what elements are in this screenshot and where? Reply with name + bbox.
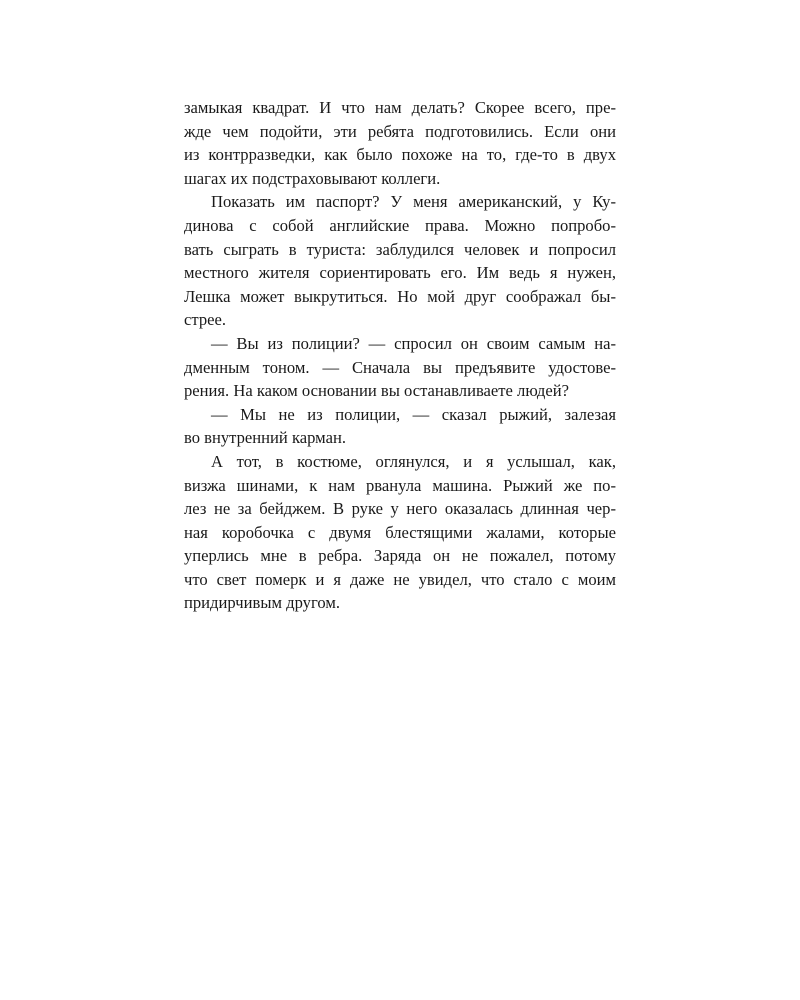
text-line: жде чем подойти, эти ребята подготовились. Если они xyxy=(184,121,616,141)
text-line: Лешка может выкрутиться. Но мой друг соображал бы- xyxy=(184,286,616,306)
text-line: шагах их подстраховывают коллеги. xyxy=(184,168,441,188)
text-line: придирчивым другом. xyxy=(184,593,340,613)
text-line: дменным тоном. — Сначала вы предъявите удостове- xyxy=(184,357,616,377)
text-line: замыкая квадрат. И что нам делать? Скорее всего, пре- xyxy=(184,98,616,117)
text-line: — Мы не из полиции, — сказал рыжий, залезая xyxy=(211,404,616,424)
text-line: Показать им паспорт? У меня американский, у Ку- xyxy=(211,192,616,212)
text-line: вать сыграть в туриста: заблудился человек и попросил xyxy=(184,239,616,259)
text-line: динова с собой английские права. Можно попробо- xyxy=(184,215,616,235)
text-line: ная коробочка с двумя блестящими жалами, которые xyxy=(184,522,616,542)
body-text xyxy=(184,96,616,615)
text-line: из контрразведки, как было похоже на то, где-то в двух xyxy=(184,145,616,165)
text-line: уперлись мне в ребра. Заряда он не пожалел, потому xyxy=(184,546,616,566)
text-line: что свет померк и я даже не увидел, что стало с моим xyxy=(184,569,616,589)
text-line: рения. На каком основании вы останавливаете людей? xyxy=(184,381,569,401)
text-line: стрее. xyxy=(184,310,226,330)
text-line: лез не за бейджем. В руке у него оказалась длинная чер- xyxy=(184,499,616,519)
text-line: визжа шинами, к нам рванула машина. Рыжий же по- xyxy=(184,475,616,495)
text-line: местного жителя сориентировать его. Им ведь я нужен, xyxy=(184,263,616,283)
text-line: — Вы из полиции? — спросил он своим самым на- xyxy=(211,333,616,353)
text-line: во внутренний карман. xyxy=(184,428,346,448)
text-line: А тот, в костюме, оглянулся, и я услышал, как, xyxy=(211,451,616,471)
